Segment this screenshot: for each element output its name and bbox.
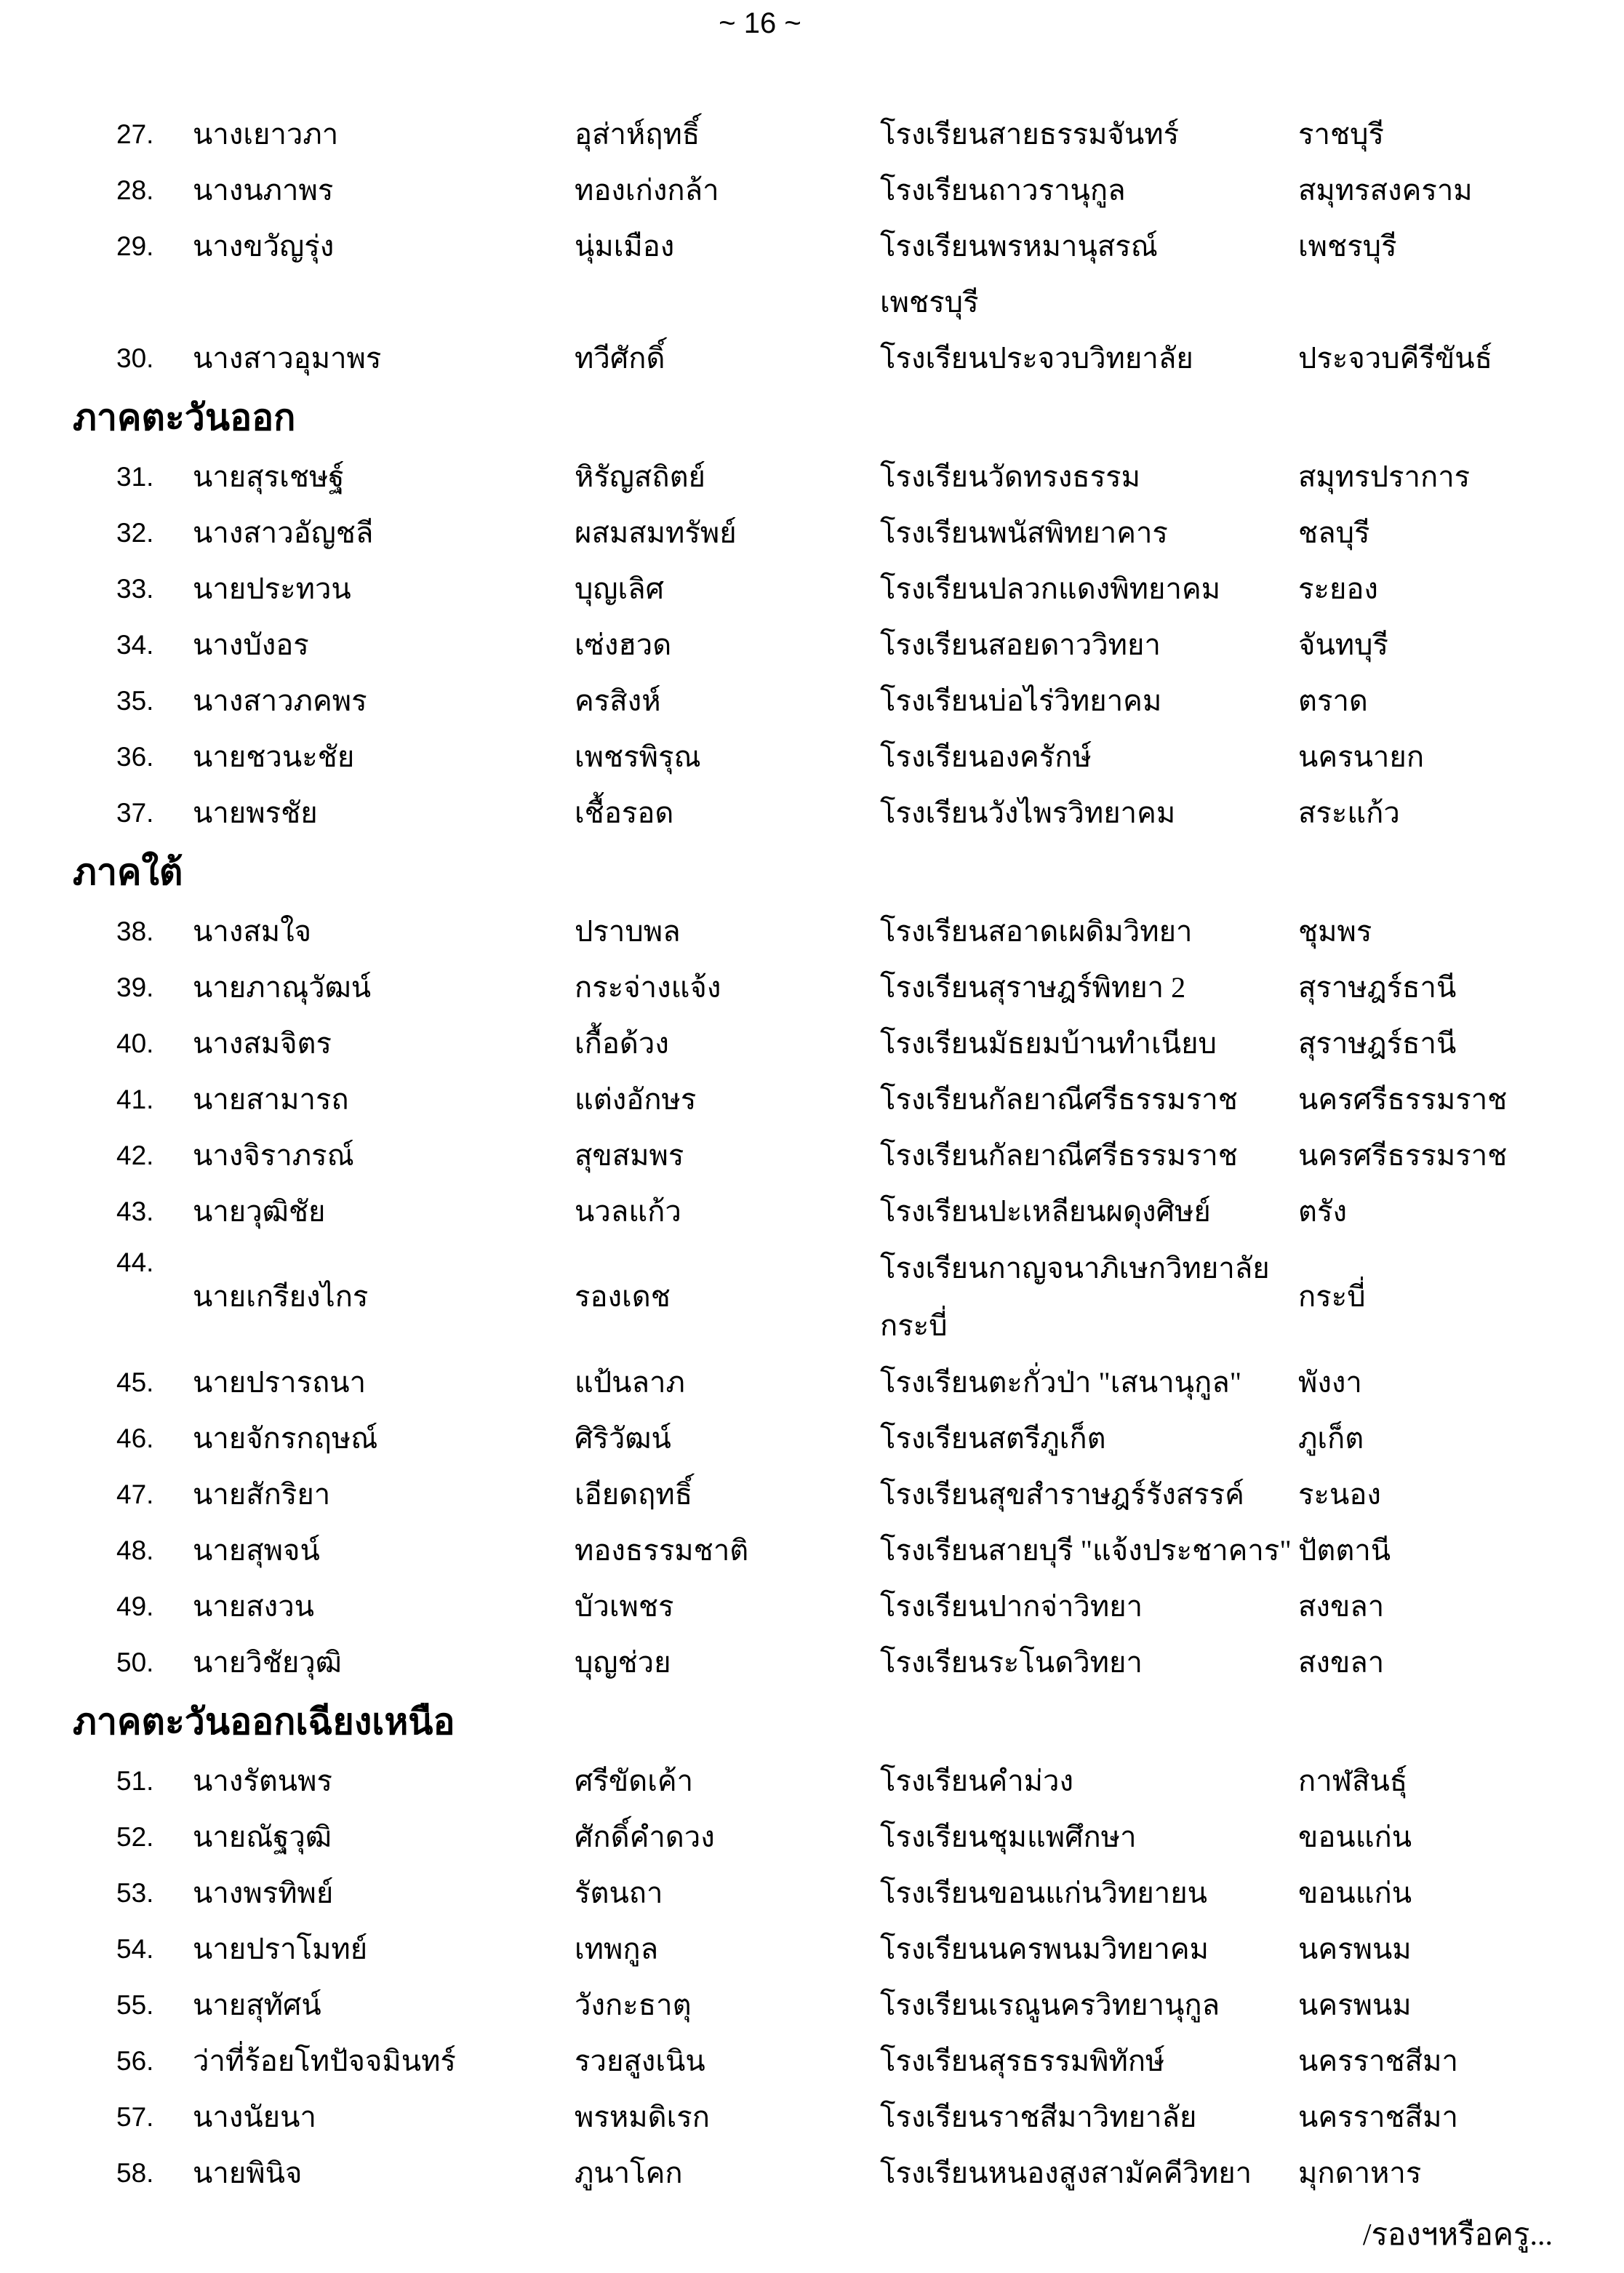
school-name-line: โรงเรียนปะเหลียนผดุงศิษย์ <box>880 1195 1211 1228</box>
province-name: ตรัง <box>1298 1195 1347 1228</box>
school-name-line: โรงเรียนนครพนมวิทยาคม <box>880 1933 1209 1965</box>
first-name: นายพินิจ <box>193 2157 303 2189</box>
table-row <box>0 505 1624 561</box>
first-name: นายจักรกฤษณ์ <box>193 1422 378 1455</box>
province-name: นครนายก <box>1298 740 1425 773</box>
row-number: 31. <box>116 462 154 492</box>
row-number: 56. <box>116 2046 154 2076</box>
province-name: กระบี่ <box>1298 1280 1366 1313</box>
table-row <box>0 673 1624 729</box>
row-number: 27. <box>116 119 154 149</box>
school-name-line: โรงเรียนหนองสูงสามัคคีวิทยา <box>880 2157 1252 2189</box>
row-number: 29. <box>116 231 154 261</box>
school-name <box>880 1809 1298 1865</box>
row-number: 44. <box>116 1247 154 1277</box>
row-number: 47. <box>116 1479 154 1509</box>
school-name <box>880 1753 1298 1809</box>
table-row <box>0 2033 1624 2089</box>
province-name: พังงา <box>1298 1366 1362 1399</box>
school-name <box>880 162 1298 218</box>
school-name <box>880 1578 1298 1634</box>
table-row <box>0 2089 1624 2145</box>
table-row <box>0 1015 1624 1071</box>
school-name-line: โรงเรียนสายธรรมจันทร์ <box>880 118 1180 151</box>
row-number: 46. <box>116 1423 154 1453</box>
row-number: 48. <box>116 1535 154 1565</box>
province-name: นครราชสีมา <box>1298 2045 1458 2077</box>
school-name-line: กระบี่ <box>880 1309 948 1342</box>
first-name: นางนภาพร <box>193 174 334 207</box>
row-number: 39. <box>116 972 154 1002</box>
first-name: นายปราโมทย์ <box>193 1933 368 1965</box>
school-name <box>880 2033 1298 2089</box>
school-name-line: โรงเรียนขอนแก่นวิทยายน <box>880 1877 1207 1909</box>
first-name: ว่าที่ร้อยโทปัจจมินทร์ <box>193 2045 456 2077</box>
table-row <box>0 1354 1624 1410</box>
last-name: ศิริวัฒน์ <box>575 1422 671 1455</box>
school-name-line: โรงเรียนองครักษ์ <box>880 740 1092 773</box>
province-name: สระแก้ว <box>1298 796 1400 829</box>
school-name <box>880 1183 1298 1239</box>
school-name <box>880 729 1298 785</box>
table-row <box>0 1865 1624 1921</box>
school-name-line: โรงเรียนระโนดวิทยา <box>880 1646 1143 1679</box>
last-name: เกื้อด้วง <box>575 1027 669 1060</box>
province-name: กาฬสินธุ์ <box>1298 1765 1408 1797</box>
footer-continuation-note: /รองฯหรือครู... <box>1362 2218 1553 2252</box>
row-number: 45. <box>116 1367 154 1397</box>
province-name: สมุทรปราการ <box>1298 460 1471 493</box>
province-name: นครพนม <box>1298 1933 1412 1965</box>
last-name: เพชรพิรุณ <box>575 740 701 773</box>
school-name-line: โรงเรียนชุมแพศึกษา <box>880 1821 1137 1853</box>
last-name: ศักดิ์คำดวง <box>575 1821 715 1853</box>
first-name: นายเกรียงไกร <box>193 1280 369 1313</box>
table-row <box>0 561 1624 617</box>
row-number: 40. <box>116 1028 154 1058</box>
province-name: จันทบุรี <box>1298 628 1389 661</box>
section-header: ภาคตะวันออก <box>73 397 296 438</box>
last-name: นวลแก้ว <box>575 1195 681 1228</box>
school-name-line: โรงเรียนสุราษฎร์พิทยา 2 <box>880 971 1186 1004</box>
first-name: นายสักริยา <box>193 1478 331 1511</box>
row-number: 30. <box>116 343 154 373</box>
table-row <box>0 1466 1624 1522</box>
row-number: 43. <box>116 1197 154 1226</box>
last-name: อุส่าห์ฤทธิ์ <box>575 118 700 151</box>
first-name: นายปรารถนา <box>193 1366 367 1399</box>
row-number: 35. <box>116 686 154 716</box>
school-name-line: โรงเรียนสายบุรี "แจ้งประชาคาร" <box>880 1534 1292 1567</box>
school-name-line: โรงเรียนพรหมานุสรณ์ <box>880 230 1158 263</box>
first-name: นางนัยนา <box>193 2101 316 2133</box>
table-row <box>0 1071 1624 1127</box>
last-name: ทองเก่งกล้า <box>575 174 719 207</box>
school-name-line: โรงเรียนสตรีภูเก็ต <box>880 1422 1106 1455</box>
last-name: ผสมสมทรัพย์ <box>575 516 737 549</box>
first-name: นายณัฐวุฒิ <box>193 1821 332 1853</box>
table-row <box>0 785 1624 841</box>
province-name: สงขลา <box>1298 1590 1385 1623</box>
last-name: บุญเลิศ <box>575 572 665 605</box>
page-number: ~ 16 ~ <box>719 7 801 39</box>
last-name: นุ่มเมือง <box>575 230 675 263</box>
school-name <box>880 505 1298 561</box>
table-row <box>0 2145 1624 2201</box>
row-number: 55. <box>116 1990 154 2020</box>
province-name: สุราษฎร์ธานี <box>1298 1027 1457 1060</box>
school-name-line: โรงเรียนประจวบวิทยาลัย <box>880 342 1193 375</box>
last-name: ทวีศักดิ์ <box>575 342 665 375</box>
table-row <box>0 1239 1624 1354</box>
province-name: นครศรีธรรมราช <box>1298 1139 1508 1172</box>
school-name <box>880 561 1298 617</box>
school-name <box>880 2089 1298 2145</box>
first-name: นายสุทัศน์ <box>193 1989 321 2021</box>
row-number: 28. <box>116 175 154 205</box>
school-name-line: โรงเรียนมัธยมบ้านทำเนียบ <box>880 1027 1217 1060</box>
row-number: 33. <box>116 574 154 604</box>
last-name: เทพกูล <box>575 1933 659 1965</box>
first-name: นางขวัญรุ่ง <box>193 230 335 263</box>
province-name: มุกดาหาร <box>1298 2157 1422 2189</box>
table-row <box>0 1578 1624 1634</box>
row-number: 51. <box>116 1766 154 1796</box>
last-name: เซ่งฮวด <box>575 628 672 661</box>
last-name: เอียดฤทธิ์ <box>575 1478 693 1511</box>
school-name-line: โรงเรียนตะกั่วป่า "เสนานุกูล" <box>880 1366 1242 1399</box>
school-name <box>880 330 1298 386</box>
table-row <box>0 106 1624 162</box>
school-name <box>880 1921 1298 1977</box>
first-name: นายวุฒิชัย <box>193 1195 326 1228</box>
school-name-line: โรงเรียนคำม่วง <box>880 1765 1074 1797</box>
school-name-line: โรงเรียนสอาดเผดิมวิทยา <box>880 915 1193 948</box>
province-name: สงขลา <box>1298 1646 1385 1679</box>
first-name: นายสามารถ <box>193 1083 349 1116</box>
school-name-line: โรงเรียนสุรธรรมพิทักษ์ <box>880 2045 1165 2077</box>
province-name: ขอนแก่น <box>1298 1877 1412 1909</box>
row-number: 57. <box>116 2102 154 2132</box>
school-name <box>880 1410 1298 1466</box>
first-name: นางบังอร <box>193 628 309 661</box>
school-name <box>880 785 1298 841</box>
school-name-line: โรงเรียนปลวกแดงพิทยาคม <box>880 572 1221 605</box>
last-name: ครสิงห์ <box>575 684 661 717</box>
last-name: พรหมดิเรก <box>575 2101 710 2133</box>
province-name: ประจวบคีรีขันธ์ <box>1298 342 1492 375</box>
school-name-line: โรงเรียนวังไพรวิทยาคม <box>880 796 1176 829</box>
teacher-roster-table <box>0 106 1624 2201</box>
province-name: สุราษฎร์ธานี <box>1298 971 1457 1004</box>
province-name: นครราชสีมา <box>1298 2101 1458 2133</box>
first-name: นางเยาวภา <box>193 118 339 151</box>
school-name-line: โรงเรียนบ่อไร่วิทยาคม <box>880 684 1162 717</box>
first-name: นายประทวน <box>193 572 351 605</box>
province-name: ภูเก็ต <box>1298 1422 1364 1455</box>
last-name: หิรัญสถิตย์ <box>575 460 705 493</box>
table-row <box>0 1977 1624 2033</box>
row-number: 37. <box>116 798 154 828</box>
first-name: นายสุพจน์ <box>193 1534 320 1567</box>
first-name: นางสมใจ <box>193 915 312 948</box>
first-name: นางสาวภคพร <box>193 684 367 717</box>
school-name <box>880 1071 1298 1127</box>
last-name: รองเดช <box>575 1280 671 1313</box>
school-name <box>880 959 1298 1015</box>
first-name: นางสาวอุมาพร <box>193 342 382 375</box>
last-name: รวยสูงเนิน <box>575 2045 705 2077</box>
school-name-line: โรงเรียนปากจ่าวิทยา <box>880 1590 1143 1623</box>
row-number: 32. <box>116 518 154 548</box>
row-number: 52. <box>116 1822 154 1852</box>
first-name: นางจิราภรณ์ <box>193 1139 354 1172</box>
school-name <box>880 2145 1298 2201</box>
table-row <box>0 1634 1624 1690</box>
school-name-line: โรงเรียนวัดทรงธรรม <box>880 460 1141 493</box>
province-name: ระนอง <box>1298 1478 1381 1511</box>
last-name: ปราบพล <box>575 915 681 948</box>
first-name: นายภาณุวัฒน์ <box>193 971 372 1004</box>
table-row <box>0 959 1624 1015</box>
last-name: ภูนาโคก <box>575 2157 683 2189</box>
school-name-line: โรงเรียนกาญจนาภิเษกวิทยาลัย <box>880 1252 1270 1285</box>
table-row <box>0 1921 1624 1977</box>
school-name <box>880 449 1298 505</box>
school-name <box>880 1634 1298 1690</box>
first-name: นายชวนะชัย <box>193 740 355 773</box>
table-row <box>0 162 1624 218</box>
last-name: เชื้อรอด <box>575 796 674 829</box>
table-row <box>0 1183 1624 1239</box>
row-number: 54. <box>116 1934 154 1964</box>
province-name: นครพนม <box>1298 1989 1412 2021</box>
province-name: ราชบุรี <box>1298 118 1384 151</box>
school-name <box>880 617 1298 673</box>
table-row <box>0 330 1624 386</box>
school-name-line: โรงเรียนถาวรานุกูล <box>880 174 1126 207</box>
row-number: 34. <box>116 630 154 660</box>
last-name: ทองธรรมชาติ <box>575 1534 749 1567</box>
row-number: 53. <box>116 1878 154 1908</box>
school-name-line: โรงเรียนเรณูนครวิทยานุกูล <box>880 1989 1220 2021</box>
row-number: 41. <box>116 1084 154 1114</box>
row-number: 49. <box>116 1591 154 1621</box>
school-name <box>880 1977 1298 2033</box>
school-name <box>880 673 1298 729</box>
school-name <box>880 1015 1298 1071</box>
section-header: ภาคตะวันออกเฉียงเหนือ <box>73 1701 455 1742</box>
school-name <box>880 1466 1298 1522</box>
school-name-line: โรงเรียนกัลยาณีศรีธรรมราช <box>880 1139 1238 1172</box>
last-name: บัวเพชร <box>575 1590 674 1623</box>
school-name <box>880 903 1298 959</box>
first-name: นางสาวอัญชลี <box>193 516 374 549</box>
province-name: ตราด <box>1298 684 1368 717</box>
last-name: บุญช่วย <box>575 1646 671 1679</box>
table-row <box>0 729 1624 785</box>
province-name: ชุมพร <box>1298 915 1372 948</box>
table-row <box>0 1410 1624 1466</box>
school-name <box>880 1865 1298 1921</box>
first-name: นางรัตนพร <box>193 1765 332 1797</box>
school-name-line: โรงเรียนพนัสพิทยาคาร <box>880 516 1168 549</box>
last-name: วังกะธาตุ <box>575 1989 692 2021</box>
row-number: 42. <box>116 1141 154 1170</box>
last-name: กระจ่างแจ้ง <box>575 971 721 1004</box>
school-name-line: เพชรบุรี <box>880 286 979 319</box>
province-name: ระยอง <box>1298 572 1378 605</box>
province-name: ปัตตานี <box>1298 1534 1391 1567</box>
table-row <box>0 1127 1624 1183</box>
school-name-line: โรงเรียนราชสีมาวิทยาลัย <box>880 2101 1197 2133</box>
province-name: ขอนแก่น <box>1298 1821 1412 1853</box>
first-name: นางพรทิพย์ <box>193 1877 334 1909</box>
table-row <box>0 1753 1624 1809</box>
table-row <box>0 1522 1624 1578</box>
first-name: นายสุรเชษฐ์ <box>193 460 345 493</box>
section-header: ภาคใต้ <box>73 852 183 892</box>
province-name: ชลบุรี <box>1298 516 1370 549</box>
school-name <box>880 106 1298 162</box>
last-name: แป้นลาภ <box>575 1366 685 1399</box>
row-number: 38. <box>116 916 154 946</box>
school-name-line: โรงเรียนสุขสำราษฎร์รังสรรค์ <box>880 1478 1244 1511</box>
last-name: สุขสมพร <box>575 1139 684 1172</box>
last-name: แต่งอักษร <box>575 1083 697 1116</box>
table-row <box>0 1809 1624 1865</box>
row-number: 50. <box>116 1647 154 1677</box>
table-row <box>0 218 1624 330</box>
table-row <box>0 903 1624 959</box>
school-name-line: โรงเรียนกัลยาณีศรีธรรมราช <box>880 1083 1238 1116</box>
row-number: 36. <box>116 742 154 772</box>
school-name <box>880 1522 1298 1578</box>
province-name: เพชรบุรี <box>1298 230 1397 263</box>
province-name: นครศรีธรรมราช <box>1298 1083 1508 1116</box>
last-name: ศรีขัดเค้า <box>575 1765 694 1797</box>
first-name: นายพรชัย <box>193 796 318 829</box>
first-name: นายสงวน <box>193 1590 314 1623</box>
table-row <box>0 617 1624 673</box>
first-name: นายวิชัยวุฒิ <box>193 1646 342 1679</box>
row-number: 58. <box>116 2158 154 2188</box>
province-name: สมุทรสงคราม <box>1298 174 1473 207</box>
school-name-line: โรงเรียนสอยดาววิทยา <box>880 628 1161 661</box>
school-name <box>880 218 1298 330</box>
table-row <box>0 449 1624 505</box>
school-name <box>880 1239 1298 1354</box>
school-name <box>880 1127 1298 1183</box>
last-name: รัตนถา <box>575 1877 663 1909</box>
school-name <box>880 1354 1298 1410</box>
first-name: นางสมจิตร <box>193 1027 332 1060</box>
